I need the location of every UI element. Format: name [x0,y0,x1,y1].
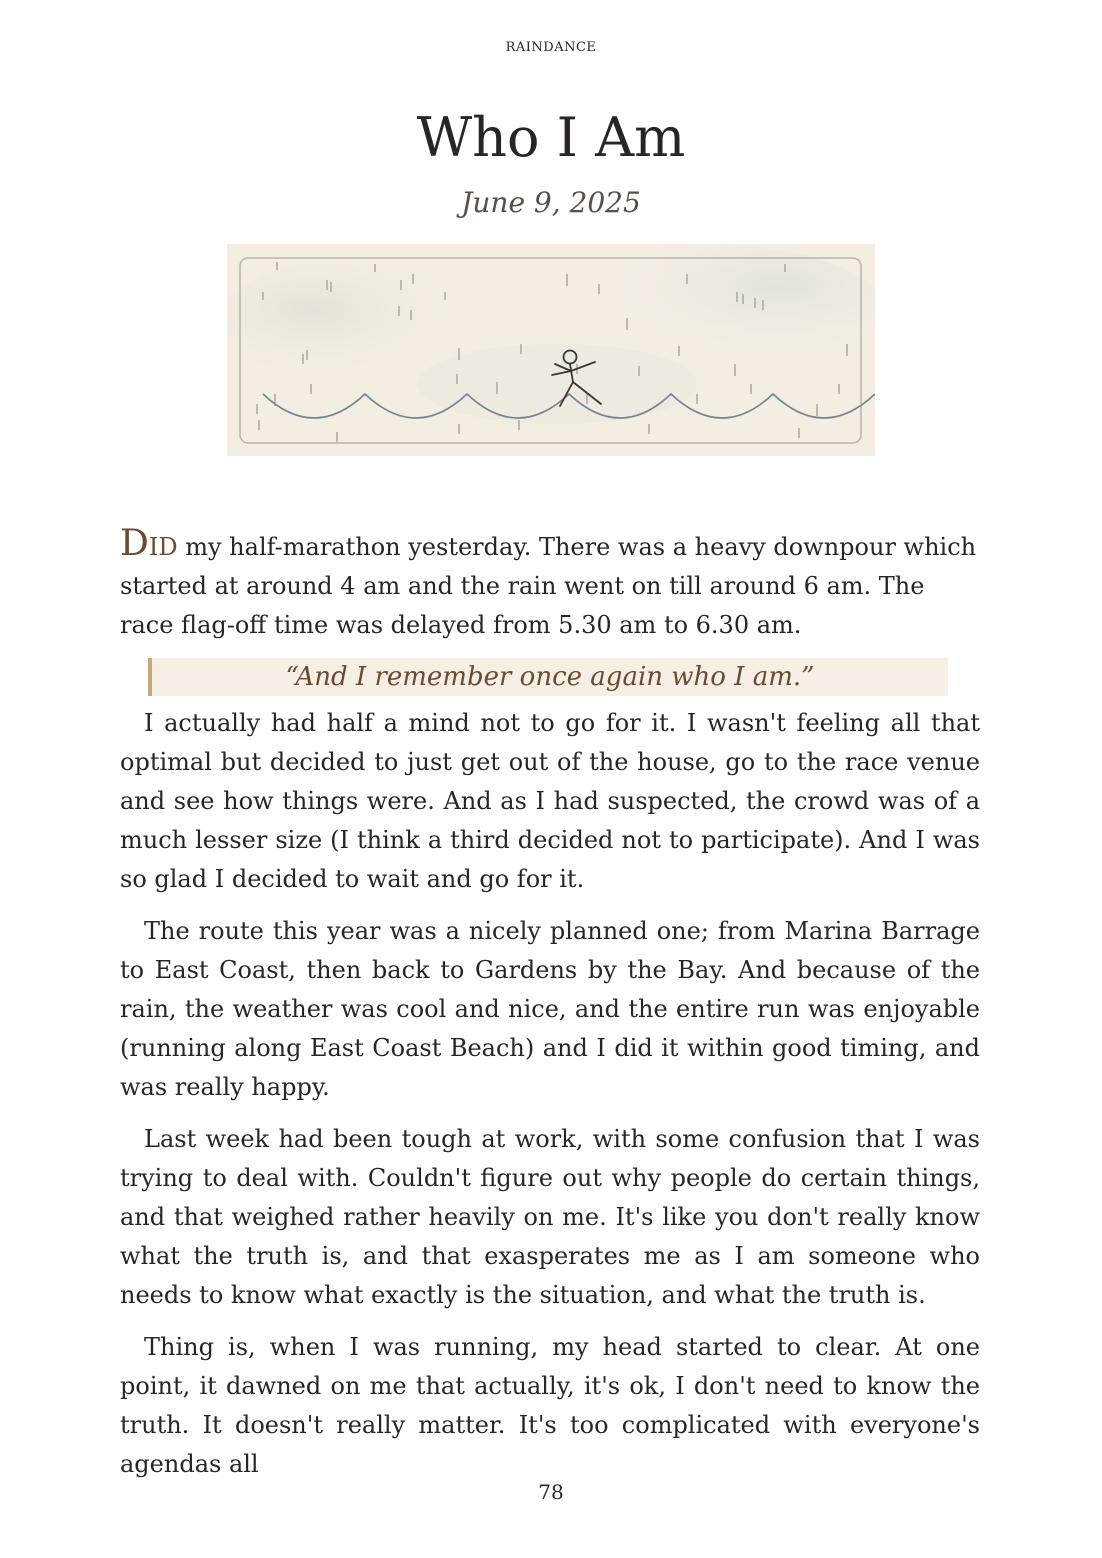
small-caps-lead: ID [148,533,178,561]
paragraph-2: I actually had half a mind not to go for it. I wasn't feeling all that optimal but decided to just get out of the house, go to the race venue and see how things were. And as I had suspected, the crowd was of a much lesser size (I think a third decided not to participate). And I was so glad I decided to wait and go for it. [120,708,980,894]
paragraph-1 [120,524,980,646]
chapter-body [120,524,980,1496]
paragraph-3: The route this year was a nicely planned one; from Marina Barrage to East Coast, then back to Gardens by the Bay. And because of the rain, the weather was cool and nice, and the entire run was enjoyable (running along East Coast Beach) and I did it within good timing, and was really happy. [120,916,980,1102]
chapter-title: Who I Am [416,106,686,169]
paragraph-5: Thing is, when I was running, my head started to clear. At one point, it dawned on me that actually, it's ok, I don't need to know the truth. It doesn't really matter. It's too complicated with everyone's agendas all [120,1332,980,1479]
paragraph-1-text: my half-marathon yesterday. There was a heavy downpour which started at around 4 am and the rain went on till around 6 am. The race flag-off time was delayed from 5.30 am to 6.30 am. [120,533,977,640]
drop-cap: D [120,523,149,564]
running-head: RAINDANCE [505,40,597,55]
chapter-date: June 9, 2025 [461,186,641,219]
page-number: 78 [538,1480,564,1504]
rain-dance-illustration [227,244,875,456]
paragraph-4: Last week had been tough at work, with some confusion that I was trying to deal with. Couldn't figure out why people do certain things, and that weighed rather heavily on me. It's like you don't really know what the truth is, and that exasperates me as I am someone who needs to know what exactly is the situation, and what the truth is. [120,1124,980,1310]
pull-quote: “And I remember once again who I am.” [148,658,948,696]
